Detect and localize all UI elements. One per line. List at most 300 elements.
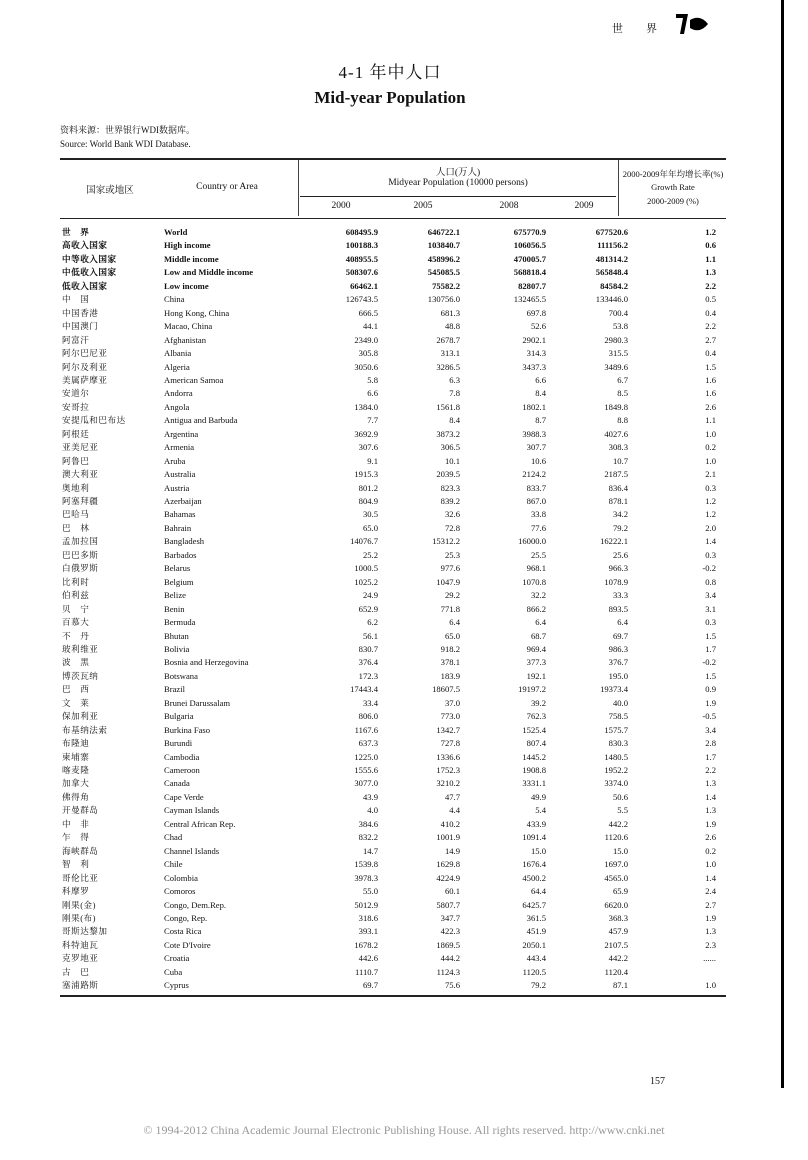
- population-2005: 2678.7: [436, 334, 460, 345]
- population-2008: 807.4: [526, 738, 546, 749]
- population-2005: 4224.9: [436, 872, 460, 883]
- country-name-cn: 文 莱: [62, 697, 90, 708]
- population-2005: 313.1: [440, 348, 460, 359]
- table-row: [60, 468, 726, 481]
- population-2009: 565848.4: [595, 267, 628, 278]
- growth-rate: 0.4: [705, 348, 716, 359]
- growth-rate: 2.8: [705, 738, 716, 749]
- table-row: [60, 845, 726, 858]
- population-2000: 832.2: [358, 832, 378, 843]
- country-name-cn: 百慕大: [62, 617, 90, 628]
- population-2000: 7.7: [367, 415, 378, 426]
- table-row: [60, 791, 726, 804]
- country-name-en: China: [164, 294, 185, 305]
- country-name-en: Afghanistan: [164, 334, 207, 345]
- growth-rate: 1.1: [705, 415, 716, 426]
- population-2000: 637.3: [358, 738, 378, 749]
- growth-rate: 1.3: [705, 805, 716, 816]
- country-name-cn: 乍 得: [62, 832, 90, 843]
- country-name-en: Benin: [164, 603, 185, 614]
- country-name-en: Croatia: [164, 953, 190, 964]
- table-row: [60, 239, 726, 252]
- table-row: [60, 656, 726, 669]
- table-row: [60, 952, 726, 965]
- population-2005: 14.9: [444, 845, 460, 856]
- population-2009: 457.9: [608, 926, 628, 937]
- population-2000: 3978.3: [354, 872, 378, 883]
- population-2009: 10.7: [612, 455, 628, 466]
- growth-rate: 1.4: [705, 536, 716, 547]
- country-name-cn: 保加利亚: [62, 711, 99, 722]
- population-2008: 33.8: [530, 509, 546, 520]
- country-name-en: American Samoa: [164, 374, 224, 385]
- population-2008: 8.4: [535, 388, 546, 399]
- growth-rate: 1.9: [705, 818, 716, 829]
- country-name-cn: 开曼群岛: [62, 805, 99, 816]
- population-2005: 47.7: [444, 791, 460, 802]
- population-2005: 4.4: [449, 805, 460, 816]
- population-2000: 24.9: [362, 590, 378, 601]
- country-name-cn: 中 国: [62, 294, 90, 305]
- population-2009: 65.9: [612, 886, 628, 897]
- growth-rate: 1.0: [705, 428, 716, 439]
- country-name-en: Bangladesh: [164, 536, 205, 547]
- population-2009: 878.1: [608, 496, 628, 506]
- table-row: [60, 616, 726, 629]
- population-2008: 16000.0: [518, 536, 546, 547]
- col-group-cn: 人口(万人): [435, 168, 481, 178]
- col-growth-en: Growth Rate: [651, 182, 695, 192]
- population-2005: 32.6: [444, 509, 460, 520]
- population-2009: 1120.4: [604, 966, 628, 977]
- growth-rate: 1.3: [705, 267, 716, 278]
- population-2009: 1849.8: [604, 401, 628, 412]
- population-2005: 5807.7: [436, 899, 460, 910]
- population-2005: 29.2: [444, 590, 460, 601]
- population-2009: 133446.0: [595, 294, 628, 305]
- growth-rate: 1.3: [705, 926, 716, 937]
- country-name-en: Belgium: [164, 576, 194, 587]
- population-2000: 66462.1: [350, 280, 378, 291]
- population-2005: 918.2: [440, 643, 460, 654]
- population-2005: 1001.9: [436, 832, 460, 843]
- population-2008: 1070.8: [522, 576, 546, 587]
- country-name-en: Botswana: [164, 670, 198, 681]
- population-2009: 893.5: [608, 603, 628, 614]
- population-2008: 361.5: [526, 912, 546, 923]
- growth-rate: 0.2: [705, 845, 716, 856]
- population-2005: 1342.7: [436, 724, 460, 735]
- population-2009: 700.4: [608, 307, 628, 318]
- country-name-en: Hong Kong, China: [164, 307, 230, 318]
- table-row: [60, 670, 726, 683]
- country-name-en: Austria: [164, 482, 190, 493]
- population-2005: 646722.1: [427, 227, 460, 237]
- population-2005: 65.0: [444, 630, 460, 641]
- table-row: [60, 724, 726, 737]
- population-2009: 830.3: [608, 738, 628, 749]
- country-name-en: Burundi: [164, 738, 193, 749]
- country-name-en: Angola: [164, 401, 190, 412]
- population-2008: 6425.7: [522, 899, 546, 910]
- population-2009: 6.7: [617, 374, 628, 385]
- population-2000: 305.8: [358, 348, 378, 359]
- population-2008: 2124.2: [522, 469, 546, 480]
- growth-rate: 2.0: [705, 522, 716, 533]
- table-row: [60, 764, 726, 777]
- growth-rate: 1.3: [705, 778, 716, 789]
- country-name-cn: 巴 林: [62, 522, 90, 533]
- population-2008: 1091.4: [522, 832, 546, 843]
- table-row: [60, 643, 726, 656]
- col-year-2008: 2008: [499, 201, 519, 211]
- header-bottom-rule: [60, 218, 726, 219]
- population-2009: 3374.0: [604, 778, 628, 789]
- growth-rate: 1.4: [705, 791, 716, 802]
- country-name-cn: 玻利维亚: [62, 643, 99, 654]
- population-2000: 1225.0: [354, 751, 378, 762]
- population-2008: 10.6: [530, 455, 546, 466]
- table-title-cn: 4-1 年中人口: [338, 63, 442, 82]
- population-2005: 458996.2: [427, 253, 460, 264]
- country-name-cn: 巴哈马: [62, 509, 90, 520]
- population-2008: 39.2: [530, 697, 546, 708]
- country-name-cn: 布基纳法索: [62, 724, 108, 735]
- growth-rate: 2.1: [705, 469, 716, 480]
- country-name-cn: 奥地利: [62, 482, 90, 493]
- population-2000: 830.7: [358, 643, 378, 654]
- population-2005: 7.8: [449, 388, 460, 399]
- country-name-cn: 哥伦比亚: [62, 872, 99, 883]
- population-2009: 84584.2: [600, 280, 628, 291]
- country-name-en: Albania: [164, 348, 192, 359]
- country-name-en: Burkina Faso: [164, 724, 211, 735]
- population-2008: 762.3: [526, 711, 546, 722]
- table-row: [60, 603, 726, 616]
- country-name-en: Central African Rep.: [164, 818, 236, 829]
- population-2000: 307.6: [358, 442, 378, 453]
- table-row: [60, 872, 726, 885]
- growth-rate: 1.6: [705, 388, 716, 399]
- population-2008: 5.4: [535, 805, 546, 816]
- table-row: [60, 979, 726, 992]
- population-2009: 1480.5: [604, 751, 628, 762]
- population-2008: 568818.4: [513, 267, 546, 278]
- country-name-cn: 美属萨摩亚: [62, 374, 108, 385]
- population-2008: 377.3: [526, 657, 546, 668]
- population-2009: 368.3: [608, 912, 628, 923]
- growth-rate: 1.5: [705, 361, 716, 372]
- population-2000: 65.0: [362, 522, 378, 533]
- country-name-en: Belarus: [164, 563, 191, 574]
- table-row: [60, 939, 726, 952]
- table-row: [60, 293, 726, 306]
- table-row: [60, 334, 726, 347]
- country-name-cn: 阿尔巴尼亚: [62, 348, 108, 359]
- country-name-en: Bermuda: [164, 617, 196, 628]
- country-name-en: Cayman Islands: [164, 805, 220, 816]
- country-name-en: Bahamas: [164, 509, 196, 520]
- country-name-cn: 亚美尼亚: [62, 442, 99, 453]
- col-year-2009: 2009: [574, 201, 594, 211]
- population-2009: 111156.2: [597, 240, 628, 251]
- population-2000: 5012.9: [354, 899, 378, 910]
- country-name-cn: 中国香港: [62, 307, 99, 318]
- country-name-en: Argentina: [164, 428, 199, 439]
- population-2008: 969.4: [526, 643, 546, 654]
- population-2000: 376.4: [358, 657, 378, 668]
- table-row: [60, 414, 726, 427]
- country-name-cn: 哥斯达黎加: [62, 926, 108, 937]
- country-name-cn: 佛得角: [62, 791, 90, 802]
- growth-rate: 2.2: [705, 765, 716, 775]
- population-2005: 545085.5: [427, 267, 460, 278]
- country-name-en: World: [164, 227, 188, 237]
- population-2000: 666.5: [358, 307, 378, 318]
- population-2000: 6.6: [367, 388, 378, 399]
- country-name-en: High income: [164, 240, 211, 251]
- population-2009: 69.7: [612, 630, 628, 641]
- population-2009: 79.2: [612, 522, 628, 533]
- country-name-en: Costa Rica: [164, 926, 202, 937]
- table-row: [60, 522, 726, 535]
- country-name-en: Cameroon: [164, 765, 200, 775]
- table-row: [60, 804, 726, 817]
- population-2005: 6.3: [449, 374, 460, 385]
- population-2009: 1120.6: [604, 832, 628, 843]
- population-2008: 443.4: [526, 953, 546, 964]
- population-2000: 2349.0: [354, 334, 378, 345]
- growth-rate: 2.6: [705, 401, 716, 412]
- country-name-cn: 加拿大: [62, 778, 90, 789]
- population-2008: 1445.2: [522, 751, 546, 762]
- population-2000: 172.3: [358, 670, 378, 681]
- population-2000: 393.1: [358, 926, 378, 937]
- country-name-cn: 阿富汗: [62, 334, 90, 345]
- population-2009: 1697.0: [604, 859, 628, 870]
- population-2000: 33.4: [362, 697, 378, 708]
- source-note-cn: 资料来源：世界银行WDI数据库。: [60, 125, 195, 135]
- country-name-en: Australia: [164, 469, 196, 480]
- table-row: [60, 320, 726, 333]
- growth-rate: 1.0: [705, 859, 716, 870]
- table-row: [60, 226, 726, 239]
- table-row: [60, 253, 726, 266]
- population-2008: 3437.3: [522, 361, 546, 372]
- growth-rate: 2.3: [705, 939, 716, 950]
- population-2000: 25.2: [362, 549, 378, 560]
- growth-rate: 0.8: [705, 576, 716, 587]
- population-2000: 56.1: [362, 630, 378, 641]
- population-2009: 195.0: [608, 670, 628, 681]
- population-2000: 6.2: [367, 617, 378, 628]
- table-row: [60, 441, 726, 454]
- table-row: [60, 508, 726, 521]
- col-year-2005: 2005: [413, 201, 433, 211]
- country-name-cn: 克罗地亚: [62, 953, 99, 964]
- population-2000: 4.0: [367, 805, 378, 816]
- table-row: [60, 899, 726, 912]
- table-top-rule: [60, 158, 726, 160]
- country-name-cn: 贝 宁: [62, 603, 90, 614]
- table-row: [60, 387, 726, 400]
- population-2005: 823.3: [440, 482, 460, 493]
- population-2000: 1384.0: [354, 401, 378, 412]
- growth-rate: 1.5: [705, 670, 716, 681]
- population-2000: 318.6: [358, 912, 378, 923]
- tab-marker-icon: [674, 12, 710, 36]
- country-name-cn: 智 利: [62, 859, 90, 870]
- country-name-cn: 高收入国家: [62, 240, 108, 251]
- population-2005: 75582.2: [432, 280, 460, 291]
- growth-rate: 1.9: [705, 697, 716, 708]
- population-2009: 8.8: [617, 415, 628, 426]
- table-row: [60, 589, 726, 602]
- population-2008: 1676.4: [522, 859, 546, 870]
- country-name-cn: 塞浦路斯: [62, 980, 99, 991]
- population-2009: 4565.0: [604, 872, 628, 883]
- population-2000: 442.6: [358, 953, 378, 964]
- country-name-en: Cyprus: [164, 980, 189, 991]
- population-2008: 866.2: [526, 603, 546, 614]
- population-2008: 192.1: [526, 670, 546, 681]
- population-2008: 6.4: [535, 617, 546, 628]
- table-row: [60, 374, 726, 387]
- growth-rate: 0.3: [705, 549, 716, 560]
- growth-rate: 3.4: [705, 724, 716, 735]
- table-title-en: Mid-year Population: [314, 88, 466, 107]
- population-2000: 55.0: [362, 886, 378, 897]
- growth-rate: 1.4: [705, 872, 716, 883]
- growth-rate: -0.5: [702, 711, 716, 722]
- country-name-cn: 安道尔: [62, 388, 90, 399]
- population-2000: 508307.6: [345, 267, 378, 278]
- population-2009: 40.0: [612, 697, 628, 708]
- country-name-cn: 柬埔寨: [62, 751, 90, 762]
- population-2000: 3077.0: [354, 778, 378, 789]
- population-2005: 1629.8: [436, 859, 460, 870]
- country-name-cn: 中等收入国家: [62, 253, 117, 264]
- country-name-en: Brunei Darussalam: [164, 697, 231, 708]
- population-2008: 3331.1: [522, 778, 546, 789]
- population-2008: 77.6: [530, 522, 546, 533]
- population-2009: 3489.6: [604, 361, 628, 372]
- growth-rate: 0.6: [705, 240, 716, 251]
- population-2009: 376.7: [608, 657, 628, 668]
- population-2000: 1167.6: [354, 724, 378, 735]
- table-row: [60, 858, 726, 871]
- population-2005: 48.8: [444, 321, 460, 332]
- country-name-cn: 安哥拉: [62, 401, 90, 412]
- population-2009: 15.0: [612, 845, 628, 856]
- table-row: [60, 401, 726, 414]
- population-2005: 444.2: [440, 953, 460, 964]
- population-2000: 5.8: [367, 374, 378, 385]
- country-name-cn: 刚果(布): [62, 912, 97, 923]
- population-2000: 1678.2: [354, 939, 378, 950]
- country-name-en: Canada: [164, 778, 190, 789]
- population-2000: 1110.7: [355, 966, 378, 977]
- country-name-cn: 布隆迪: [62, 738, 90, 749]
- population-2008: 451.9: [526, 926, 546, 937]
- country-name-cn: 阿鲁巴: [62, 455, 90, 466]
- country-name-en: Armenia: [164, 442, 195, 453]
- country-name-en: Bulgaria: [164, 711, 194, 722]
- population-2009: 16222.1: [600, 536, 628, 547]
- population-2000: 384.6: [358, 818, 378, 829]
- header-subrule: [300, 196, 616, 197]
- growth-rate: 1.2: [705, 509, 716, 520]
- population-2005: 1336.6: [436, 751, 460, 762]
- country-name-en: Cape Verde: [164, 791, 204, 802]
- population-2005: 8.4: [449, 415, 460, 426]
- growth-rate: 1.0: [705, 455, 716, 466]
- population-2009: 677520.6: [595, 227, 628, 237]
- country-name-en: Belize: [164, 590, 186, 601]
- table-row: [60, 751, 726, 764]
- table-row: [60, 818, 726, 831]
- population-2000: 652.9: [358, 603, 378, 614]
- population-2005: 378.1: [440, 657, 460, 668]
- col-year-2000: 2000: [331, 201, 351, 211]
- country-name-en: Azerbaijan: [164, 496, 202, 506]
- table-row: [60, 683, 726, 696]
- population-2009: 442.2: [608, 953, 628, 964]
- population-2009: 481314.2: [595, 253, 628, 264]
- population-2008: 2050.1: [522, 939, 546, 950]
- table-row: [60, 966, 726, 979]
- population-2000: 801.2: [358, 482, 378, 493]
- growth-rate: 1.9: [705, 912, 716, 923]
- country-name-cn: 伯利兹: [62, 590, 90, 601]
- population-2005: 839.2: [440, 496, 460, 506]
- population-2005: 130756.0: [427, 294, 460, 305]
- header-left: 世: [612, 23, 623, 35]
- growth-rate: 1.2: [705, 496, 716, 506]
- population-2009: 1078.9: [604, 576, 628, 587]
- header-divider: [298, 160, 299, 216]
- population-2008: 32.2: [530, 590, 546, 601]
- population-2009: 5.5: [617, 805, 628, 816]
- table-row: [60, 495, 726, 508]
- country-name-en: Aruba: [164, 455, 186, 466]
- population-2005: 3873.2: [436, 428, 460, 439]
- table-row: [60, 737, 726, 750]
- population-2000: 408955.5: [345, 253, 378, 264]
- table-bottom-rule: [60, 995, 726, 997]
- growth-rate: 3.1: [705, 603, 716, 614]
- population-2008: 64.4: [530, 886, 546, 897]
- header-right: 界: [646, 23, 657, 35]
- population-2000: 1000.5: [354, 563, 378, 574]
- country-name-en: Colombia: [164, 872, 198, 883]
- growth-rate: 2.4: [705, 886, 716, 897]
- population-2008: 968.1: [526, 563, 546, 574]
- header-divider: [618, 160, 619, 216]
- population-2009: 25.6: [612, 549, 628, 560]
- country-name-cn: 海峡群岛: [62, 845, 99, 856]
- population-2005: 2039.5: [436, 469, 460, 480]
- country-name-cn: 巴巴多斯: [62, 549, 99, 560]
- country-name-en: Congo, Rep.: [164, 912, 208, 923]
- population-2005: 727.8: [440, 738, 460, 749]
- country-name-cn: 科特迪瓦: [62, 939, 99, 950]
- country-name-cn: 低收入国家: [62, 280, 108, 291]
- country-name-en: Cambodia: [164, 751, 200, 762]
- population-2005: 977.6: [440, 563, 460, 574]
- population-2005: 681.3: [440, 307, 460, 318]
- country-name-cn: 阿尔及利亚: [62, 361, 108, 372]
